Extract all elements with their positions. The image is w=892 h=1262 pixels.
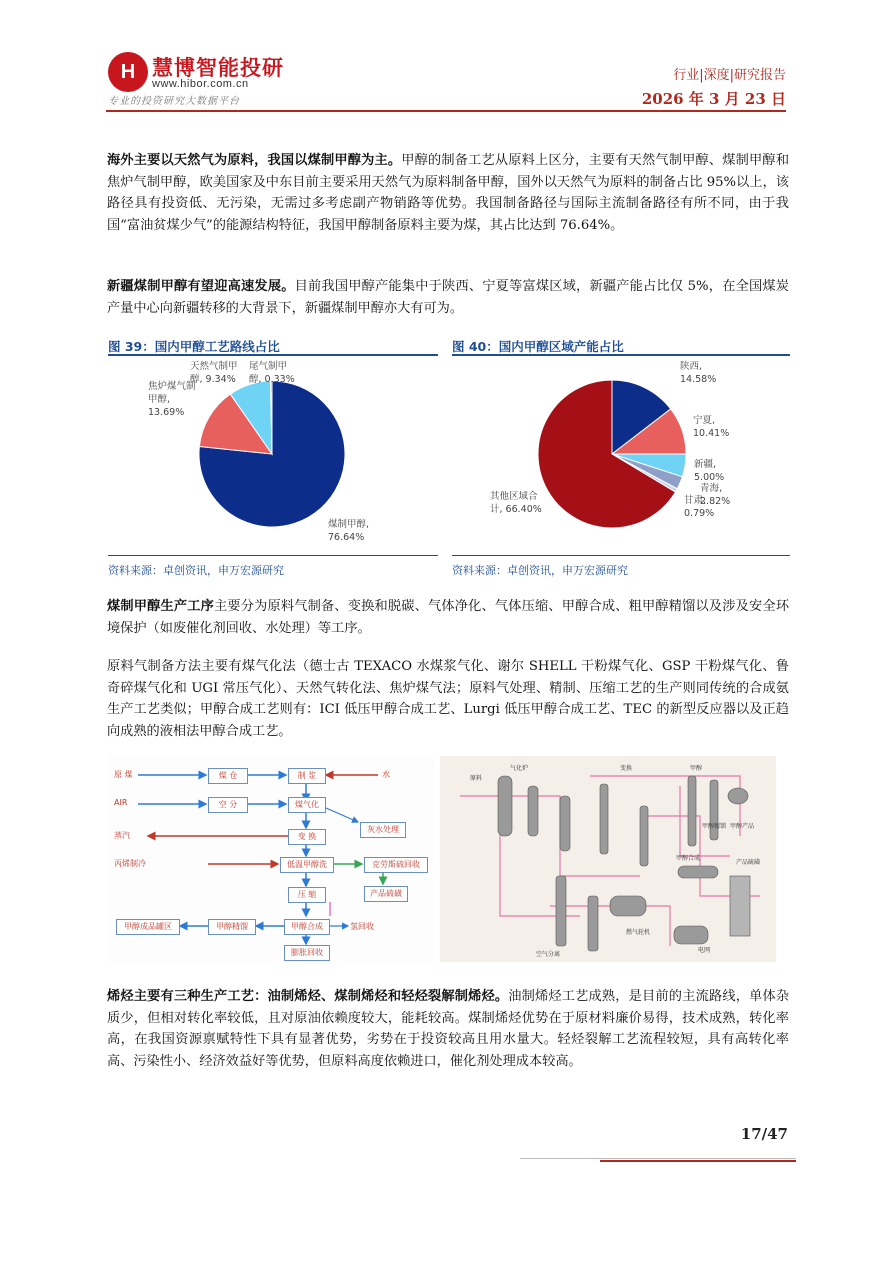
paragraph-lead: 新疆煤制甲醇有望迎高速发展。	[107, 279, 295, 294]
flow-box-shift: 变 换	[288, 829, 326, 845]
pie40-label-shaanxi: 陕西, 14.58%	[680, 361, 717, 385]
paragraph-lead: 海外主要以天然气为原料，我国以煤制甲醇为主。	[107, 153, 402, 168]
svg-text:甲醇: 甲醇	[690, 765, 703, 772]
fig39-bottom-rule	[108, 555, 438, 556]
fig40-title: 图 40：国内甲醇区域产能占比	[452, 339, 624, 354]
pie40-label-xinjiang: 新疆, 5.00%	[694, 459, 725, 483]
logo-mark: H	[108, 52, 148, 92]
pie40-label-other: 其他区域合 计, 66.40%	[490, 491, 542, 515]
paragraph-body: 油制烯烃工艺成熟，是目前的主流路线，单体杂质少，但相对转化率较低，且对原油依赖度较大，能耗较高。煤制烯烃优势在于原材料廉价易得，技术成熟，转化率高，在我国资源禀赋特性下具有显著优势，劣势在于投资较高且用水量大。轻烃裂解工艺流程较短，具有高转化率高、污染性小、经济效益好等优势，但原料高度依赖进口，催化剂处理成本较高。	[107, 989, 790, 1069]
fig40-rule	[452, 354, 790, 356]
fig39-rule	[108, 354, 438, 356]
flow-box-expansion: 膨胀回收	[284, 945, 330, 961]
svg-text:燃气轮机: 燃气轮机	[626, 929, 651, 936]
flow-box-product-tank: 甲醇成品罐区	[116, 919, 180, 935]
flow-label-propylene: 丙烯制冷	[114, 859, 146, 868]
flow-box-ash-water: 灰水处理	[360, 822, 406, 838]
pie39-label-coke: 焦炉煤气制 甲醇, 13.69%	[148, 381, 196, 418]
flow-box-air-separation: 空 分	[208, 797, 248, 813]
pie40-label-ningxia: 宁夏, 10.41%	[693, 415, 730, 439]
fig40-source: 资料来源：卓创资讯，申万宏源研究	[452, 564, 628, 577]
flow-box-rectisol: 低温甲醇洗	[280, 857, 334, 873]
paragraph-body: 主要分为原料气制备、变换和脱碳、气体净化、气体压缩、甲醇合成、粗甲醇精馏以及涉及安全环境保护（如废催化剂回收、水处理）等工序。	[107, 599, 790, 636]
paragraph-body: 原料气制备方法主要有煤气化法（德士古 TEXACO 水煤浆气化、谢尔 SHELL 干粉煤气化、GSP 干粉煤气化、鲁奇碎煤气化和 UGI 常压气化）、天然气转化法、焦炉煤气法；原料气处理、精制、压缩工艺的生产则同传统的合成氨生产工艺类似；甲醇合成工艺则有：ICI 低压甲醇合成工艺、Lurgi 低压甲醇合成工艺、TEC 的新型反应器以及正趋向成熟的液相法甲醇合成工艺。	[107, 659, 789, 739]
svg-text:甲醇精馏: 甲醇精馏	[702, 823, 727, 830]
svg-text:原料: 原料	[470, 775, 483, 782]
logo-name: 慧博智能投研	[152, 56, 284, 80]
svg-text:甲醇产品: 甲醇产品	[730, 823, 755, 830]
fig40-bottom-rule	[452, 555, 790, 556]
report-tag: 行业|深度|研究报告	[673, 68, 786, 83]
flow-box-coal-bin: 煤 仓	[208, 768, 248, 784]
flow-box-distillation: 甲醇精馏	[208, 919, 256, 935]
svg-text:变换: 变换	[620, 765, 633, 772]
paragraph-methanol-feedstock	[107, 150, 789, 236]
flow-box-slurry: 制 浆	[288, 768, 326, 784]
pie40-label-gansu: 甘肃, 0.79%	[684, 495, 715, 519]
svg-text:甲醇合成: 甲醇合成	[676, 855, 701, 862]
flow-box-gasification: 煤气化	[288, 797, 326, 813]
paragraph-lead: 烯烃主要有三种生产工艺：油制烯烃、煤制烯烃和轻烃裂解制烯烃。	[107, 989, 509, 1004]
svg-text:空气分离: 空气分离	[536, 951, 561, 958]
plant-schematic-image	[440, 756, 776, 962]
svg-text:产品硫磺: 产品硫磺	[736, 859, 761, 866]
flow-label-steam: 蒸汽	[114, 831, 130, 840]
header-divider	[106, 110, 786, 112]
report-date: 2026 年 3 月 23 日	[641, 90, 786, 108]
pie40-label-qinghai: 青海, 2.82%	[700, 483, 731, 507]
fig40-pie-chart	[452, 358, 790, 554]
svg-text:电网: 电网	[698, 947, 711, 954]
paragraph-gas-methods	[107, 656, 789, 742]
flow-label-hydrogen: 氢回收	[350, 922, 374, 931]
flow-box-compression: 压 缩	[288, 887, 326, 903]
svg-text:气化炉: 气化炉	[510, 765, 529, 772]
paragraph-xinjiang	[107, 276, 789, 319]
flow-box-claus: 克劳斯硫回收	[364, 857, 428, 873]
page-number: 17/47	[740, 1125, 788, 1143]
paragraph-process	[107, 596, 789, 639]
logo-slogan: 专业的投资研究大数据平台	[108, 96, 240, 107]
process-flow-diagram	[108, 756, 434, 962]
flow-box-sulfur: 产品硫磺	[364, 886, 408, 902]
paragraph-body: 目前我国甲醇产能集中于陕西、宁夏等富煤区域，新疆产能占比仅 5%，在全国煤炭产量中心向新疆转移的大背景下，新疆煤制甲醇亦大有可为。	[107, 279, 789, 316]
logo-url[interactable]: www.hibor.com.cn	[152, 78, 249, 90]
pie39-label-coal: 煤制甲醇, 76.64%	[328, 519, 370, 543]
pie39-label-tailgas: 尾气制甲 醇, 0.33%	[249, 361, 295, 385]
paragraph-body: 甲醇的制备工艺从原料上区分，主要有天然气制甲醇、煤制甲醇和焦炉气制甲醇，欧美国家及中东目前主要采用天然气为原料制备甲醇，国外以天然气为原料的制备占比 95%以上，该路径具有投资低、无污染，无需过多考虑副产物销路等优势。我国制备路径与国际主流制备路径有所不同，由于我国“富油贫煤少气”的能源结构特征，我国甲醇制备原料主要为煤，其占比达到 76.64%。	[107, 153, 790, 233]
paragraph-olefins	[107, 986, 789, 1072]
flow-box-synthesis: 甲醇合成	[284, 919, 330, 935]
flow-label-air: AIR	[114, 798, 128, 807]
flow-label-water: 水	[382, 770, 390, 779]
footer-accent	[600, 1160, 796, 1162]
flow-label-coal: 原 煤	[114, 770, 133, 779]
footer-divider	[520, 1158, 796, 1159]
pie39-label-natgas: 天然气制甲 醇, 9.34%	[190, 361, 238, 385]
paragraph-lead: 煤制甲醇生产工序	[107, 599, 215, 614]
fig39-title: 图 39：国内甲醇工艺路线占比	[108, 339, 280, 354]
fig39-source: 资料来源：卓创资讯，申万宏源研究	[108, 564, 284, 577]
